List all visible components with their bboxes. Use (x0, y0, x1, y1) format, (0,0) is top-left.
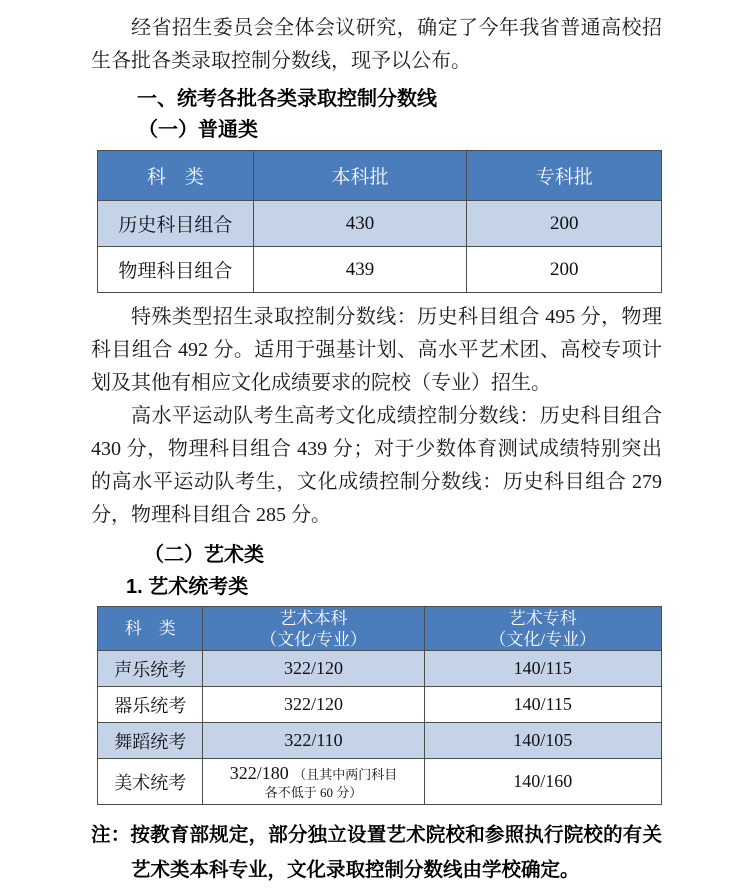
table-row-vocal (98, 651, 662, 687)
benke-score-cell: 439 (253, 247, 467, 293)
benke-score-note-line1: （且其中两门科目 (293, 767, 398, 782)
benke-score-cell: 322/120 (203, 687, 424, 723)
special-type-paragraph: 特殊类型招生录取控制分数线：历史科目组合 495 分，物理科目组合 492 分。适用于强基计划、高水平艺术团、高校专项计划及其他有相应文化成绩要求的院校（专业）招生。 (91, 306, 662, 394)
general-header-category: 科 类 (98, 151, 254, 201)
general-scores-table (97, 150, 662, 293)
category-cell: 舞蹈统考 (98, 723, 203, 759)
benke-score-value: 322/180 (229, 763, 289, 783)
category-cell: 声乐统考 (98, 651, 203, 687)
zhuanke-score-cell: 140/115 (424, 651, 661, 687)
zhuanke-score-cell: 200 (467, 247, 662, 293)
sports-team-paragraph: 高水平运动队考生高考文化成绩控制分数线：历史科目组合 430 分，物理科目组合 439 分；对于少数体育测试成绩特别突出的高水平运动队考生，文化成绩控制分数线：历史科目组合 279 分，物理科目组合 285 分。 (91, 405, 662, 526)
benke-score-cell: 322/110 (203, 723, 424, 759)
art-header-category: 科 类 (98, 607, 203, 651)
category-cell: 美术统考 (98, 759, 203, 805)
zhuanke-score-cell: 140/160 (424, 759, 661, 805)
intro-paragraph: 经省招生委员会全体会议研究，确定了今年我省普通高校招生各批各类录取控制分数线，现予以公布。 (91, 17, 662, 72)
footnote: 注：按教育部规定，部分独立设置艺术院校和参照执行院校的有关艺术类本科专业，文化录取控制分数线由学校确定。 (91, 824, 662, 881)
table-row-fine-arts (98, 759, 662, 805)
table-row-dance (98, 723, 662, 759)
category-cell: 物理科目组合 (98, 247, 254, 293)
art-header-zhuanke: 艺术专科 （文化/专业） (424, 607, 661, 651)
table-row-instrumental (98, 687, 662, 723)
general-table-header-row (98, 151, 662, 201)
art-scores-table (97, 606, 662, 805)
table-row-history (98, 201, 662, 247)
art-header-benke: 艺术本科 （文化/专业） (203, 607, 424, 651)
subsection-art-heading: （二）艺术类 (144, 544, 264, 566)
benke-score-cell (203, 759, 424, 805)
zhuanke-score-cell: 140/115 (424, 687, 661, 723)
general-header-zhuanke: 专科批 (467, 151, 662, 201)
art-unified-exam-heading: 1. 艺术统考类 (126, 576, 249, 598)
zhuanke-score-cell: 200 (467, 201, 662, 247)
category-cell: 历史科目组合 (98, 201, 254, 247)
category-cell: 器乐统考 (98, 687, 203, 723)
benke-score-cell: 322/120 (203, 651, 424, 687)
benke-score-cell: 430 (253, 201, 467, 247)
benke-score-note-line2: 各不低于 60 分） (264, 785, 363, 800)
general-header-benke: 本科批 (253, 151, 467, 201)
zhuanke-score-cell: 140/105 (424, 723, 661, 759)
subsection-general-heading: （一）普通类 (138, 119, 258, 141)
table-row-physics (98, 247, 662, 293)
art-table-header-row (98, 607, 662, 651)
section-1-heading: 一、统考各批各类录取控制分数线 (137, 88, 437, 110)
